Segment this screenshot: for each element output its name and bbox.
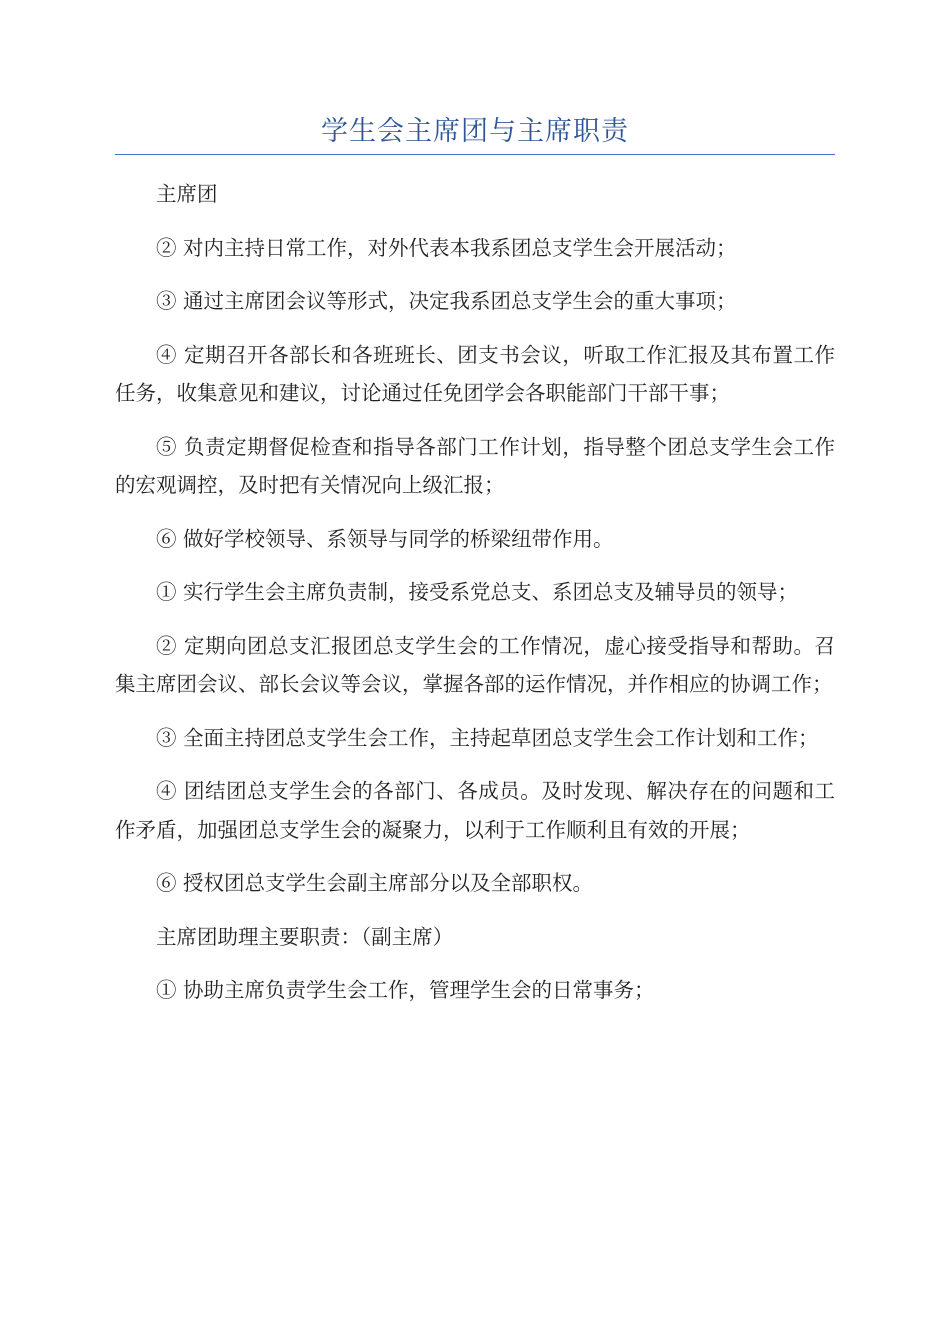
paragraph: ④ 定期召开各部长和各班班长、团支书会议，听取工作汇报及其布置工作任务，收集意见和建议，讨论通过任免团学会各职能部门干部干事；: [115, 342, 835, 405]
paragraph: ④ 团结团总支学生会的各部门、各成员。及时发现、解决存在的问题和工作矛盾，加强团总支学生会的凝聚力，以利于工作顺利且有效的开展；: [115, 779, 835, 842]
paragraph: ⑥ 授权团总支学生会副主席部分以及全部职权。: [156, 871, 594, 895]
document-body: [115, 175, 835, 1025]
paragraph: ③ 全面主持团总支学生会工作，主持起草团总支学生会工作计划和工作；: [156, 725, 819, 750]
paragraph: ⑥ 做好学校领导、系领导与同学的桥梁纽带作用。: [156, 526, 614, 551]
paragraph: ② 对内主持日常工作，对外代表本我系团总支学生会开展活动；: [156, 235, 737, 260]
paragraph: ③ 通过主席团会议等形式，决定我系团总支学生会的重大事项；: [156, 289, 737, 313]
paragraph: 主席团: [156, 182, 218, 206]
document-title: 学生会主席团与主席职责: [321, 116, 629, 147]
paragraph: ⑤ 负责定期督促检查和指导各部门工作计划，指导整个团总支学生会工作的宏观调控，及时把有关情况向上级汇报；: [115, 434, 835, 497]
title-underline: [115, 154, 835, 155]
paragraph: ① 协助主席负责学生会工作，管理学生会的日常事务；: [156, 978, 655, 1002]
paragraph: ② 定期向团总支汇报团总支学生会的工作情况，虚心接受指导和帮助。召集主席团会议、部长会议等会议，掌握各部的运作情况，并作相应的协调工作；: [115, 633, 835, 696]
paragraph: ① 实行学生会主席负责制，接受系党总支、系团总支及辅导员的领导；: [156, 580, 799, 604]
paragraph: 主席团助理主要职责：（副主席）: [156, 924, 454, 949]
